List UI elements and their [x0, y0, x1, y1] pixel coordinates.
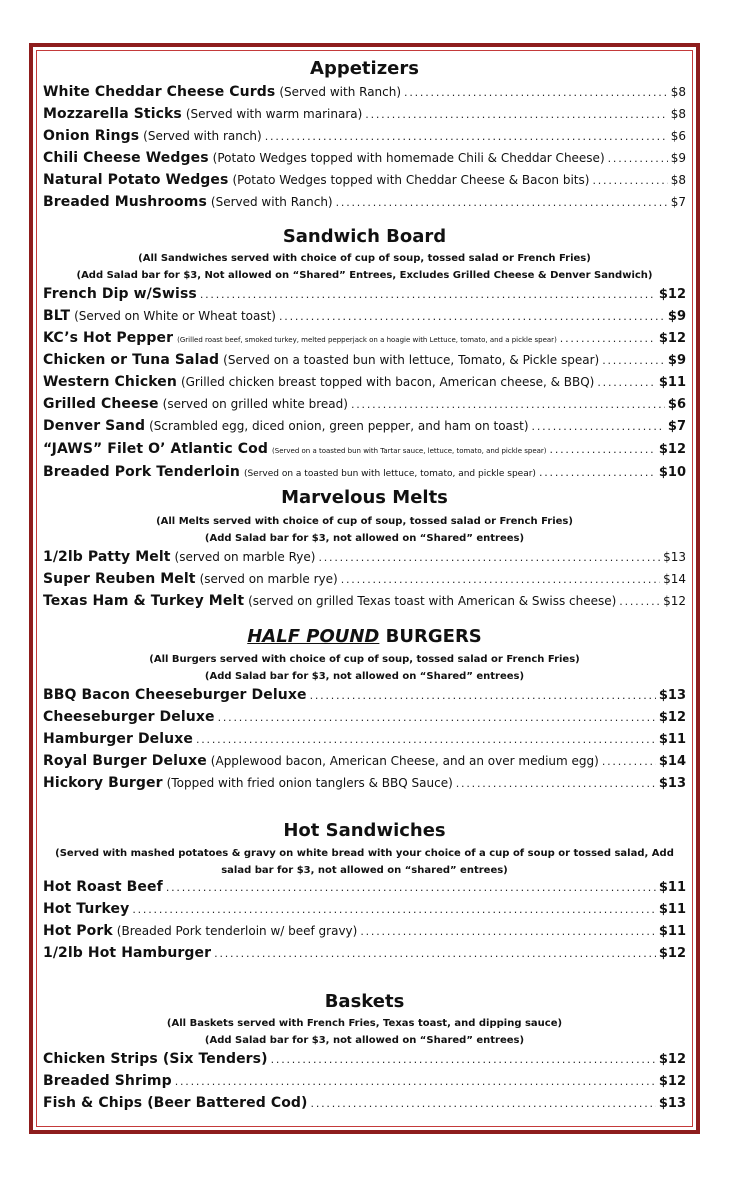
item-price: $9 [670, 151, 686, 165]
melts-title: Marvelous Melts [281, 487, 448, 508]
burgers-title-emphasis: HALF POUND [247, 626, 380, 647]
leader-dots [310, 689, 656, 702]
section-note: (All Melts served with choice of cup of soup, tossed salad or French Fries) [156, 516, 573, 527]
item-desc: (Applewood bacon, American Cheese, and an over medium egg) [210, 754, 599, 768]
item-desc: (Served with Ranch) [279, 85, 402, 99]
menu-item [43, 571, 686, 593]
item-desc: (Grilled chicken breast topped with bacon, American cheese, & BBQ) [180, 375, 595, 389]
section-note: (Add Salad bar for $3, not allowed on “Shared” entrees) [204, 1035, 525, 1046]
item-name: Chicken or Tuna Salad [43, 352, 220, 368]
item-name: BLT [43, 308, 71, 324]
item-price: $11 [658, 375, 686, 390]
burgers-title [43, 626, 686, 648]
menu-item [43, 308, 686, 330]
leader-dots [218, 711, 656, 724]
item-name: Western Chicken [43, 374, 177, 390]
leader-dots [175, 1075, 656, 1088]
item-desc: (Served on White or Wheat toast) [74, 309, 276, 323]
item-desc: (served on marble rye) [199, 572, 338, 586]
item-price: $13 [663, 550, 686, 564]
item-desc: (Breaded Pork tenderloin w/ beef gravy) [116, 924, 358, 938]
menu-item [43, 945, 686, 967]
item-price: $11 [658, 880, 686, 895]
item-price: $12 [658, 946, 686, 961]
item-price: $12 [658, 1074, 686, 1089]
item-price: $7 [670, 195, 686, 209]
item-name: Onion Rings [43, 128, 140, 144]
item-name: Denver Sand [43, 418, 146, 434]
menu-item [43, 374, 686, 396]
leader-dots [592, 174, 667, 187]
item-price: $8 [670, 107, 686, 121]
menu-item [43, 1095, 686, 1117]
item-price: $13 [658, 1096, 686, 1111]
item-name: Hot Roast Beef [43, 879, 163, 895]
menu-item [43, 549, 686, 571]
leader-dots [214, 947, 656, 960]
item-price: $11 [658, 902, 686, 917]
menu-item [43, 352, 686, 374]
menu-item [43, 687, 686, 709]
leader-dots [271, 1053, 656, 1066]
menu-item [43, 593, 686, 615]
item-name: “JAWS” Filet O’ Atlantic Cod [43, 441, 269, 457]
menu-item [43, 753, 686, 775]
item-desc: (Served with Ranch) [210, 195, 333, 209]
item-name: French Dip w/Swiss [43, 286, 197, 302]
item-price: $12 [658, 710, 686, 725]
item-price: $8 [670, 85, 686, 99]
menu-item [43, 84, 686, 106]
menu-item [43, 879, 686, 901]
item-desc: (Scrambled egg, diced onion, green pepper, and ham on toast) [149, 419, 529, 433]
item-price: $6 [670, 129, 686, 143]
item-name: Breaded Pork Tenderloin [43, 464, 240, 480]
item-name: Natural Potato Wedges [43, 172, 229, 188]
leader-dots [311, 1097, 656, 1110]
item-name: Texas Ham & Turkey Melt [43, 593, 245, 609]
baskets-title: Baskets [324, 991, 405, 1012]
section-note: (Add Salad bar for $3, not allowed on “Shared” entrees) [204, 533, 525, 544]
item-price: $11 [658, 924, 686, 939]
item-name: Fish & Chips (Beer Battered Cod) [43, 1095, 308, 1111]
item-name: Grilled Cheese [43, 396, 159, 412]
leader-dots [365, 108, 667, 121]
leader-dots [539, 466, 656, 479]
menu-item [43, 418, 686, 440]
leader-dots [597, 376, 655, 389]
menu-item [43, 1051, 686, 1073]
item-desc: (Grilled roast beef, smoked turkey, melted pepperjack on a hoagie with Lettuce, tomato, and a pickle spear) [177, 336, 557, 344]
leader-dots [341, 573, 660, 586]
item-desc: (Served on a toasted bun with Tartar sauce, lettuce, tomato, and pickle spear) [272, 447, 547, 455]
item-name: Breaded Shrimp [43, 1073, 172, 1089]
leader-dots [550, 443, 656, 456]
item-name: KC’s Hot Pepper [43, 330, 174, 346]
item-desc: (Served on a toasted bun with lettuce, tomato, and pickle spear) [243, 469, 536, 479]
item-price: $14 [658, 754, 686, 769]
item-price: $9 [667, 353, 686, 368]
menu-item [43, 106, 686, 128]
leader-dots [404, 86, 668, 99]
menu-item [43, 128, 686, 150]
item-price: $14 [663, 572, 686, 586]
item-desc: (Potato Wedges topped with Cheddar Cheese & Bacon bits) [232, 173, 590, 187]
item-price: $11 [658, 732, 686, 747]
item-name: Hot Turkey [43, 901, 130, 917]
item-name: Super Reuben Melt [43, 571, 196, 587]
item-desc: (Potato Wedges topped with homemade Chili & Cheddar Cheese) [212, 151, 605, 165]
menu-item [43, 1073, 686, 1095]
item-price: $12 [663, 594, 686, 608]
item-name: Chicken Strips (Six Tenders) [43, 1051, 268, 1067]
menu-item [43, 464, 686, 486]
item-price: $8 [670, 173, 686, 187]
leader-dots [279, 310, 665, 323]
item-name: Hot Pork [43, 923, 113, 939]
item-price: $12 [658, 442, 686, 457]
section-note: (Add Salad bar for $3, Not allowed on “Shared” Entrees, Excludes Grilled Cheese & Denver Sandwich) [76, 270, 653, 281]
menu-item [43, 709, 686, 731]
leader-dots [196, 733, 656, 746]
item-name: Chili Cheese Wedges [43, 150, 209, 166]
item-price: $13 [658, 688, 686, 703]
menu-item [43, 901, 686, 923]
menu-item [43, 396, 686, 418]
item-name: Mozzarella Sticks [43, 106, 182, 122]
leader-dots [602, 755, 656, 768]
item-name: Breaded Mushrooms [43, 194, 207, 210]
item-desc: (Topped with fried onion tanglers & BBQ Sauce) [166, 776, 453, 790]
leader-dots [560, 332, 656, 345]
burgers-title-rest: BURGERS [385, 626, 482, 647]
section-note: (Served with mashed potatoes & gravy on white bread with your choice of a cup of soup or tossed salad, Add salad bar for $3, not allowed on “shared” entrees) [55, 848, 674, 876]
item-name: Hamburger Deluxe [43, 731, 193, 747]
item-name: Royal Burger Deluxe [43, 753, 207, 769]
item-price: $12 [658, 1052, 686, 1067]
leader-dots [602, 354, 665, 367]
menu-item [43, 731, 686, 753]
item-price: $7 [667, 419, 686, 434]
item-name: White Cheddar Cheese Curds [43, 84, 276, 100]
leader-dots [532, 420, 665, 433]
section-note: (All Sandwiches served with choice of cup of soup, tossed salad or French Fries) [138, 253, 591, 264]
menu-item [43, 172, 686, 194]
appetizers-title: Appetizers [310, 58, 419, 79]
leader-dots [360, 925, 656, 938]
leader-dots [318, 551, 660, 564]
leader-dots [200, 288, 656, 301]
leader-dots [456, 777, 656, 790]
item-desc: (Served with ranch) [143, 129, 262, 143]
leader-dots [608, 152, 668, 165]
leader-dots [619, 595, 660, 608]
item-desc: (served on grilled Texas toast with American & Swiss cheese) [248, 594, 617, 608]
leader-dots [265, 130, 668, 143]
item-name: 1/2lb Patty Melt [43, 549, 171, 565]
item-desc: (served on marble Rye) [174, 550, 316, 564]
item-price: $13 [658, 776, 686, 791]
item-price: $9 [667, 309, 686, 324]
menu-item [43, 775, 686, 797]
item-name: Hickory Burger [43, 775, 163, 791]
item-price: $6 [667, 397, 686, 412]
item-price: $10 [658, 465, 686, 480]
menu-item [43, 150, 686, 172]
item-price: $12 [658, 287, 686, 302]
sandwich-board-title: Sandwich Board [282, 226, 447, 247]
item-name: 1/2lb Hot Hamburger [43, 945, 212, 961]
menu-item [43, 923, 686, 945]
item-name: BBQ Bacon Cheeseburger Deluxe [43, 687, 307, 703]
item-desc: (Served on a toasted bun with lettuce, Tomato, & Pickle spear) [223, 353, 600, 367]
hot-sandwiches-title: Hot Sandwiches [283, 820, 446, 841]
leader-dots [132, 903, 656, 916]
item-desc: (served on grilled white bread) [162, 397, 348, 411]
menu-item [43, 194, 686, 216]
menu-item [43, 286, 686, 308]
section-note: (Add Salad bar for $3, not allowed on “Shared” entrees) [204, 671, 525, 682]
item-name: Cheeseburger Deluxe [43, 709, 215, 725]
leader-dots [351, 398, 665, 411]
item-price: $12 [658, 331, 686, 346]
leader-dots [336, 196, 668, 209]
menu-item [43, 330, 686, 352]
section-note: (All Burgers served with choice of cup of soup, tossed salad or French Fries) [149, 654, 580, 665]
item-desc: (Served with warm marinara) [185, 107, 363, 121]
menu-item [43, 441, 686, 463]
section-note: (All Baskets served with French Fries, Texas toast, and dipping sauce) [166, 1018, 563, 1029]
leader-dots [166, 881, 656, 894]
